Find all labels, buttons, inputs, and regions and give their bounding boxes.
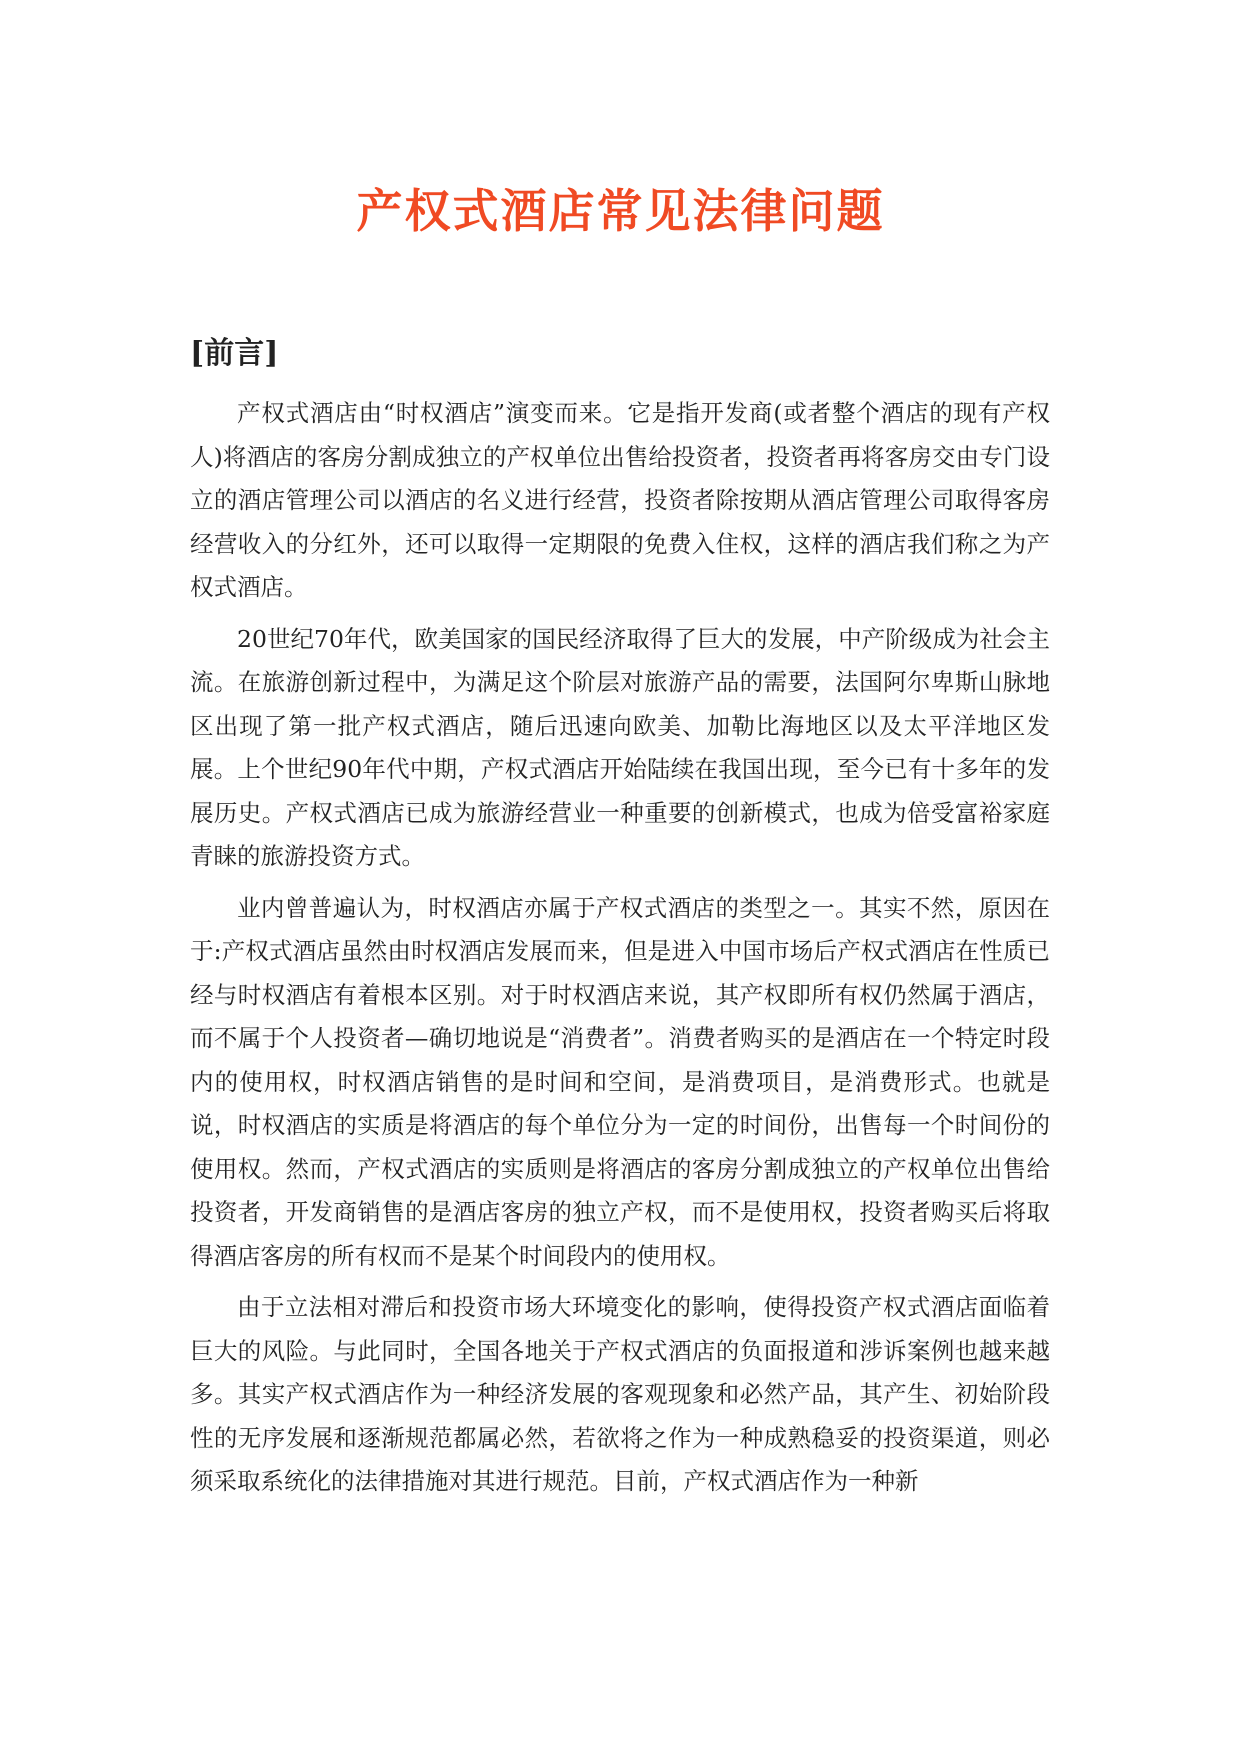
document-body [190, 392, 1050, 1512]
document-title: 产权式酒店常见法律问题 [356, 183, 885, 238]
paragraph: 业内曾普遍认为，时权酒店亦属于产权式酒店的类型之一。其实不然，原因在于:产权式酒店虽然由时权酒店发展而来，但是进入中国市场后产权式酒店在性质已经与时权酒店有着根本区别。对于时权酒店来说，其产权即所有权仍然属于酒店，而不属于个人投资者—确切地说是“消费者”。消费者购买的是酒店在一个特定时段内的使用权，时权酒店销售的是时间和空间，是消费项目，是消费形式。也就是说，时权酒店的实质是将酒店的每个单位分为一定的时间份，出售每一个时间份的使用权。然而，产权式酒店的实质则是将酒店的客房分割成独立的产权单位出售给投资者，开发商销售的是酒店客房的独立产权，而不是使用权，投资者购买后将取得酒店客房的所有权而不是某个时间段内的使用权。 [190, 893, 1050, 1270]
paragraph: 由于立法相对滞后和投资市场大环境变化的影响，使得投资产权式酒店面临着巨大的风险。与此同时，全国各地关于产权式酒店的负面报道和涉诉案例也越来越多。其实产权式酒店作为一种经济发展的客观现象和必然产品，其产生、初始阶段性的无序发展和逐渐规范都属必然，若欲将之作为一种成熟稳妥的投资渠道，则必须采取系统化的法律措施对其进行规范。目前，产权式酒店作为一种新 [190, 1293, 1050, 1495]
paragraph: 20世纪70年代，欧美国家的国民经济取得了巨大的发展，中产阶级成为社会主流。在旅游创新过程中，为满足这个阶层对旅游产品的需要，法国阿尔卑斯山脉地区出现了第一批产权式酒店，随后迅速向欧美、加勒比海地区以及太平洋地区发展。上个世纪90年代中期，产权式酒店开始陆续在我国出现，至今已有十多年的发展历史。产权式酒店已成为旅游经营业一种重要的创新模式，也成为倍受富裕家庭青睐的旅游投资方式。 [190, 624, 1050, 870]
section-heading: [前言] [190, 336, 279, 371]
paragraph: 产权式酒店由“时权酒店”演变而来。它是指开发商(或者整个酒店的现有产权人)将酒店的客房分割成独立的产权单位出售给投资者，投资者再将客房交由专门设立的酒店管理公司以酒店的名义进行经营，投资者除按期从酒店管理公司取得客房经营收入的分红外，还可以取得一定期限的免费入住权，这样的酒店我们称之为产权式酒店。 [190, 399, 1050, 601]
